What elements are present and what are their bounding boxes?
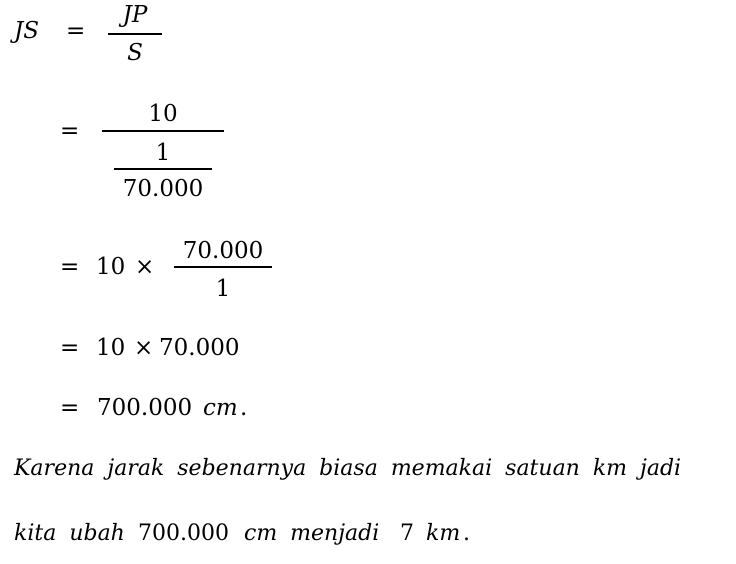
fraction-denominator: S bbox=[127, 40, 143, 66]
factor: 10 bbox=[96, 254, 126, 280]
value: 700.000 bbox=[97, 395, 193, 421]
equals-sign: = bbox=[60, 118, 80, 144]
text-segment: cm menjadi bbox=[244, 521, 380, 546]
equals-sign: = bbox=[60, 335, 80, 361]
value-7: 7 bbox=[400, 521, 414, 546]
equals-sign: = bbox=[60, 395, 80, 421]
value-700000: 700.000 bbox=[138, 521, 229, 546]
fraction-numerator: 10 bbox=[148, 101, 178, 127]
explanation-line-1: Karena jarak sebenarnya biasa memakai satuan km jadi bbox=[14, 456, 682, 481]
inner-numerator: 1 bbox=[155, 140, 171, 166]
fraction-numerator: 70.000 bbox=[182, 238, 264, 264]
lhs-js: JS bbox=[14, 18, 39, 44]
text-segment: kita ubah bbox=[14, 521, 125, 546]
period: . bbox=[240, 395, 248, 421]
fraction-numerator: JP bbox=[122, 2, 148, 28]
unit-km: km bbox=[426, 521, 461, 546]
fraction-bar-inner bbox=[114, 168, 212, 170]
inner-denominator: 70.000 bbox=[122, 176, 204, 202]
equals-sign: = bbox=[66, 18, 86, 44]
fraction-bar-outer bbox=[102, 130, 224, 132]
unit: cm bbox=[203, 395, 238, 421]
equals-sign: = bbox=[60, 254, 80, 280]
value: 70.000 bbox=[159, 335, 240, 361]
fraction-bar bbox=[174, 266, 272, 268]
factor: 10 bbox=[96, 335, 126, 361]
times-sign: × bbox=[135, 254, 155, 280]
fraction-bar bbox=[108, 33, 162, 35]
period: . bbox=[463, 521, 470, 546]
fraction-denominator: 1 bbox=[215, 276, 231, 302]
times-sign: × bbox=[134, 335, 154, 361]
